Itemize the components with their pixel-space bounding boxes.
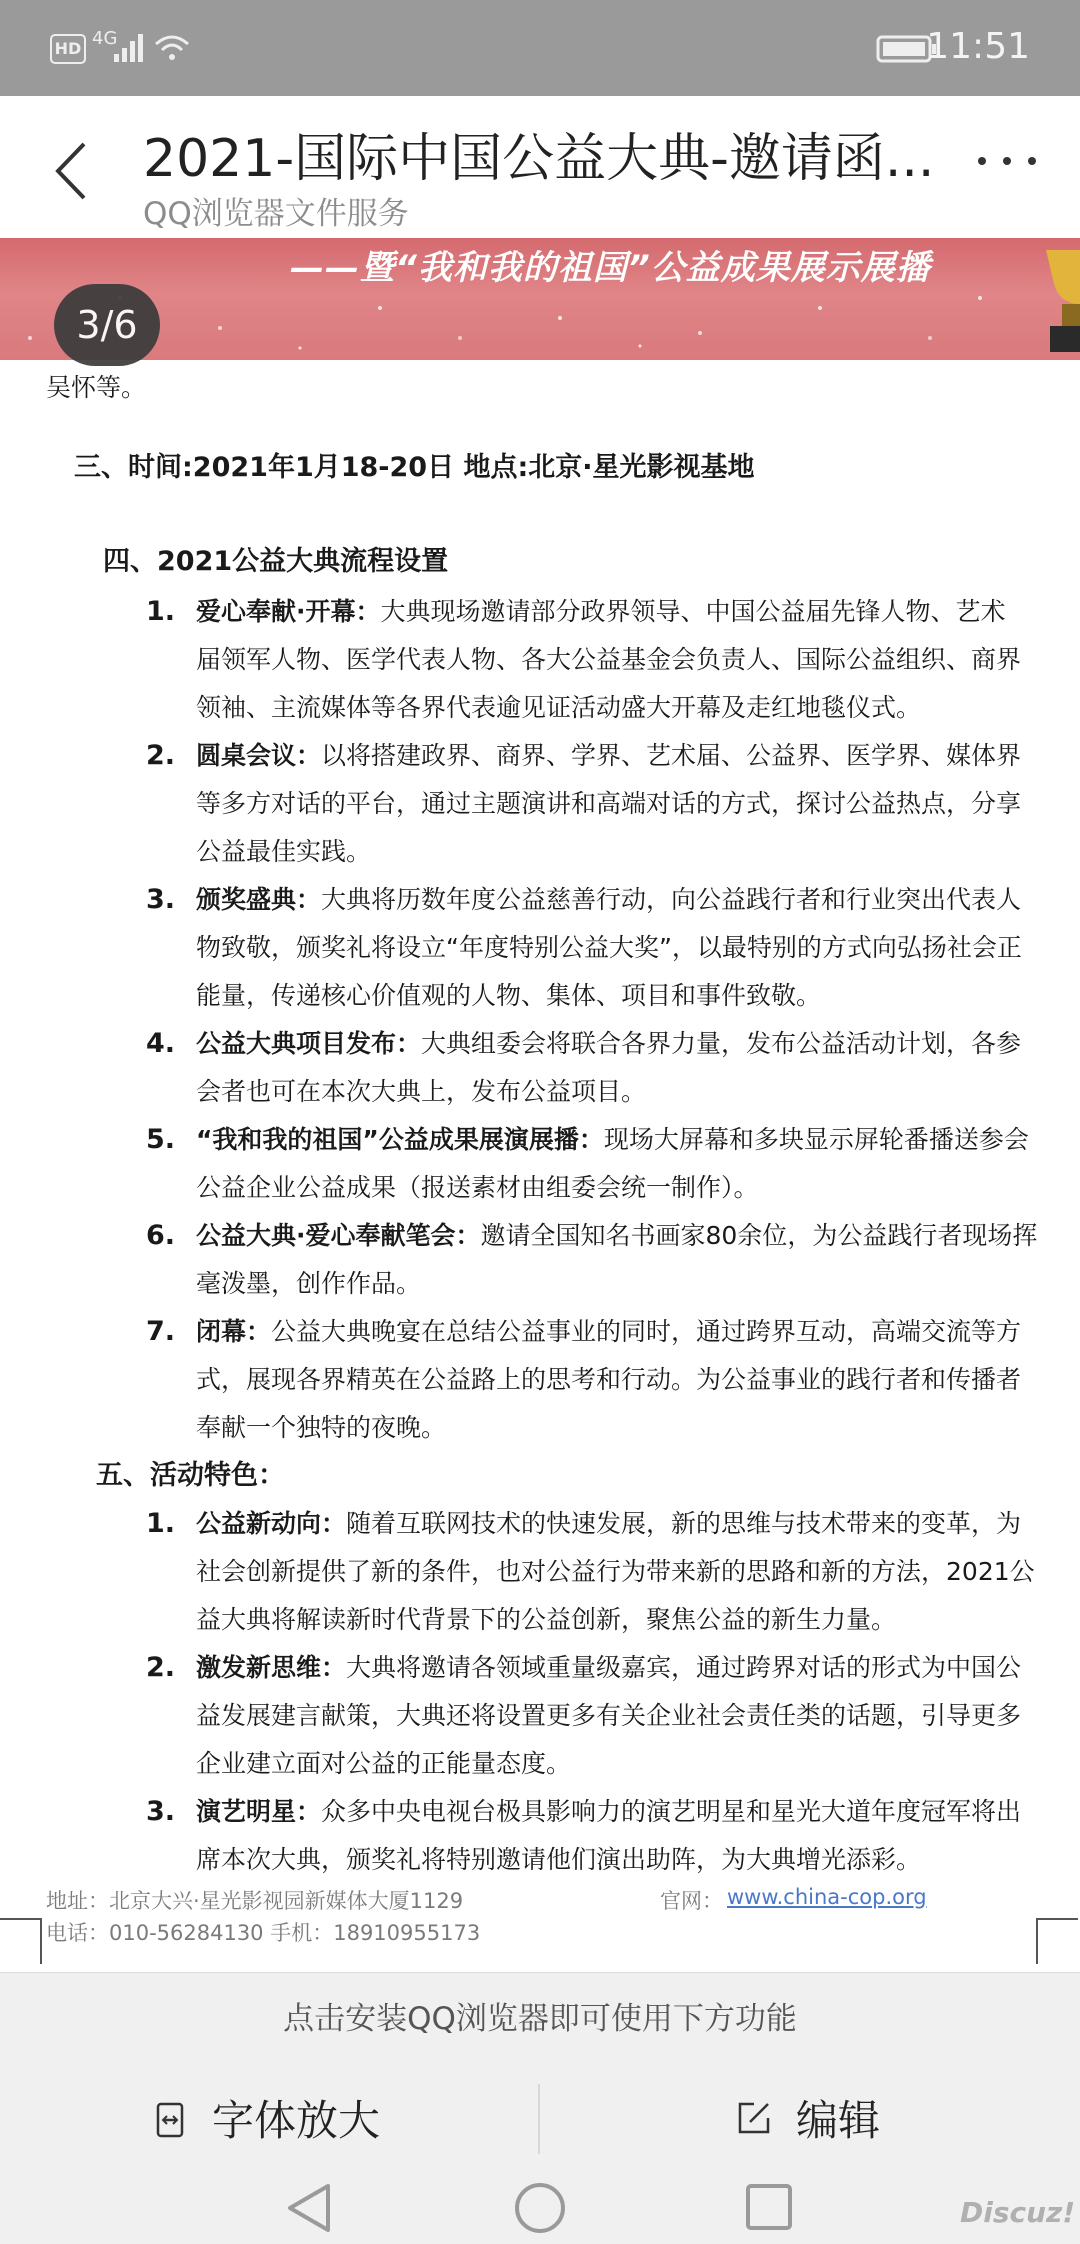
banner-caption: ——暨“我和我的祖国”公益成果展示展播 — [290, 248, 931, 288]
font-enlarge-label: 字体放大 — [212, 2096, 381, 2145]
list-item-number: 4. — [146, 1028, 176, 1059]
list-item — [196, 1500, 1021, 1548]
section-three-heading: 三、时间:2021年1月18-20日 地点:北京·星光影视基地 — [74, 452, 755, 483]
signal-icon — [112, 32, 146, 64]
page-subtitle: QQ浏览器文件服务 — [143, 196, 409, 232]
footer-phone: 电话：010-56284130 手机：18910955173 — [46, 1921, 481, 1945]
section-four-heading: 四、2021公益大典流程设置 — [103, 546, 449, 577]
list-item-text: 公益最佳实践。 — [196, 837, 372, 866]
list-item — [196, 1644, 1021, 1692]
system-nav-bar — [0, 2174, 1080, 2244]
list-item-text: 随着互联网技术的快速发展，新的思维与技术带来的变革，为 — [346, 1509, 1022, 1538]
nav-home-icon[interactable] — [512, 2180, 568, 2236]
sparkle-decoration — [0, 238, 1080, 360]
back-button[interactable] — [44, 136, 104, 206]
list-item-text: 公益企业公益成果（报送素材由组委会统一制作）。 — [196, 1173, 759, 1202]
list-item-text: 邀请全国知名书画家80余位，为公益践行者现场挥 — [480, 1221, 1038, 1250]
more-dots-icon — [972, 146, 1042, 176]
list-item-title: 闭幕： — [196, 1317, 272, 1346]
list-item-text: 会者也可在本次大典上，发布公益项目。 — [196, 1077, 647, 1106]
page-corner-mark-left — [0, 1918, 42, 1964]
more-menu-button[interactable] — [972, 146, 1042, 176]
list-item-title: 公益新动向： — [196, 1509, 347, 1538]
list-item-text: 领袖、主流媒体等各界代表逾见证活动盛大开幕及走红地毯仪式。 — [196, 693, 922, 722]
list-item-text: 大典组委会将联合各界力量，发布公益活动计划，各参 — [421, 1029, 1022, 1058]
list-item-text: 席本次大典，颁奖礼将特别邀请他们演出助阵，为大典增光添彩。 — [196, 1845, 922, 1874]
list-item-text: 大典将邀请各领域重量级嘉宾，通过跨界对话的形式为中国公 — [346, 1653, 1022, 1682]
list-item — [196, 1116, 1029, 1164]
list-item-text: 等多方对话的平台，通过主题演讲和高端对话的方式，探讨公益热点，分享 — [196, 789, 1022, 818]
list-item-title: 公益大典·爱心奉献笔会： — [196, 1221, 481, 1250]
section-five-heading: 五、活动特色： — [96, 1460, 285, 1491]
list-item-text: 公益大典晚宴在总结公益事业的同时，通过跨界互动，高端交流等方 — [271, 1317, 1022, 1346]
clock: 11:51 — [926, 26, 1030, 67]
list-item-text: 式，展现各界精英在公益路上的思考和行动。为公益事业的践行者和传播者 — [196, 1365, 1022, 1394]
list-item — [196, 1212, 1037, 1260]
list-item-title: 圆桌会议： — [196, 741, 322, 770]
network-type: 4G — [92, 28, 118, 49]
list-item-text: 益大典将解读新时代背景下的公益创新，聚焦公益的新生力量。 — [196, 1605, 897, 1634]
list-item-title: 激发新思维： — [196, 1653, 347, 1682]
list-item-text: 大典现场邀请部分政界领导、中国公益届先锋人物、艺术 — [380, 597, 1006, 626]
list-item — [196, 1308, 1021, 1356]
install-prompt-text: 点击安装QQ浏览器即可使用下方功能 — [283, 2001, 797, 2037]
toolbar-divider — [538, 2084, 540, 2154]
list-item-text: 社会创新提供了新的条件，也对公益行为带来新的思路和新的方法，2021公 — [196, 1557, 1035, 1586]
document-banner — [0, 238, 1080, 360]
footer-website-link[interactable]: www.china-cop.org — [727, 1885, 927, 1909]
list-item — [196, 1788, 1021, 1836]
watermark: Discuz! — [960, 2196, 1076, 2229]
list-item-number: 5. — [146, 1124, 176, 1155]
edit-pencil-icon — [736, 2100, 772, 2136]
list-item-text: 以将搭建政界、商界、学界、艺术届、公益界、医学界、媒体界 — [321, 741, 1022, 770]
list-item-number: 1. — [146, 1508, 176, 1539]
footer-address: 地址：北京大兴·星光影视园新媒体大厦1129 — [46, 1889, 464, 1913]
list-item — [196, 732, 1021, 780]
edit-button[interactable] — [730, 2064, 930, 2174]
list-item-text: 毫泼墨，创作作品。 — [196, 1269, 422, 1298]
list-item-text: 益发展建言献策，大典还将设置更多有关企业社会责任类的话题，引导更多 — [196, 1701, 1022, 1730]
trophy-icon — [1040, 244, 1080, 354]
install-prompt-bar[interactable] — [0, 1972, 1080, 2065]
app-header — [0, 96, 1080, 239]
nav-recents-icon[interactable] — [742, 2180, 798, 2236]
list-item-text: 企业建立面对公益的正能量态度。 — [196, 1749, 572, 1778]
list-item — [196, 876, 1021, 924]
page-corner-mark-right — [1036, 1918, 1078, 1964]
list-item — [196, 1020, 1021, 1068]
list-item-text: 物致敬，颁奖礼将设立“年度特别公益大奖”，以最特别的方式向弘扬社会正 — [196, 933, 1022, 962]
list-item — [196, 588, 1006, 636]
list-item-title: “我和我的祖国”公益成果展演展播： — [196, 1125, 604, 1154]
list-item-text: 大典将历数年度公益慈善行动，向公益践行者和行业突出代表人 — [321, 885, 1022, 914]
font-size-icon — [156, 2102, 186, 2138]
list-item-number: 2. — [146, 1652, 176, 1683]
list-item-text: 现场大屏幕和多块显示屏轮番播送参会 — [603, 1125, 1029, 1154]
list-item-title: 爱心奉献·开幕： — [196, 597, 381, 626]
list-item-text: 众多中央电视台极具影响力的演艺明星和星光大道年度冠军将出 — [321, 1797, 1022, 1826]
list-item-text: 届领军人物、医学代表人物、各大公益基金会负责人、国际公益组织、商界 — [196, 645, 1022, 674]
bottom-toolbar — [0, 2064, 1080, 2174]
list-item-number: 3. — [146, 1796, 176, 1827]
hd-indicator: HD — [50, 34, 86, 64]
footer-website-label: 官网： — [660, 1889, 723, 1913]
list-item-title: 公益大典项目发布： — [196, 1029, 422, 1058]
page-title: 2021-国际中国公益大典-邀请函... — [143, 129, 935, 189]
list-item-text: 能量，传递核心价值观的人物、集体、项目和事件致敬。 — [196, 981, 822, 1010]
list-item-title: 颁奖盛典： — [196, 885, 322, 914]
list-item-text: 奉献一个独特的夜晚。 — [196, 1413, 447, 1442]
edit-label: 编辑 — [796, 2096, 881, 2145]
list-item-number: 3. — [146, 884, 176, 915]
list-item-number: 1. — [146, 596, 176, 627]
font-enlarge-button[interactable] — [150, 2064, 450, 2174]
list-item-title: 演艺明星： — [196, 1797, 322, 1826]
list-item-number: 2. — [146, 740, 176, 771]
continued-line: 吴怀等。 — [46, 373, 147, 402]
status-bar — [0, 0, 1080, 96]
page-indicator: 3/6 — [54, 284, 160, 366]
nav-back-icon[interactable] — [282, 2180, 338, 2236]
wifi-icon — [152, 32, 192, 64]
list-item-number: 6. — [146, 1220, 176, 1251]
list-item-number: 7. — [146, 1316, 176, 1347]
